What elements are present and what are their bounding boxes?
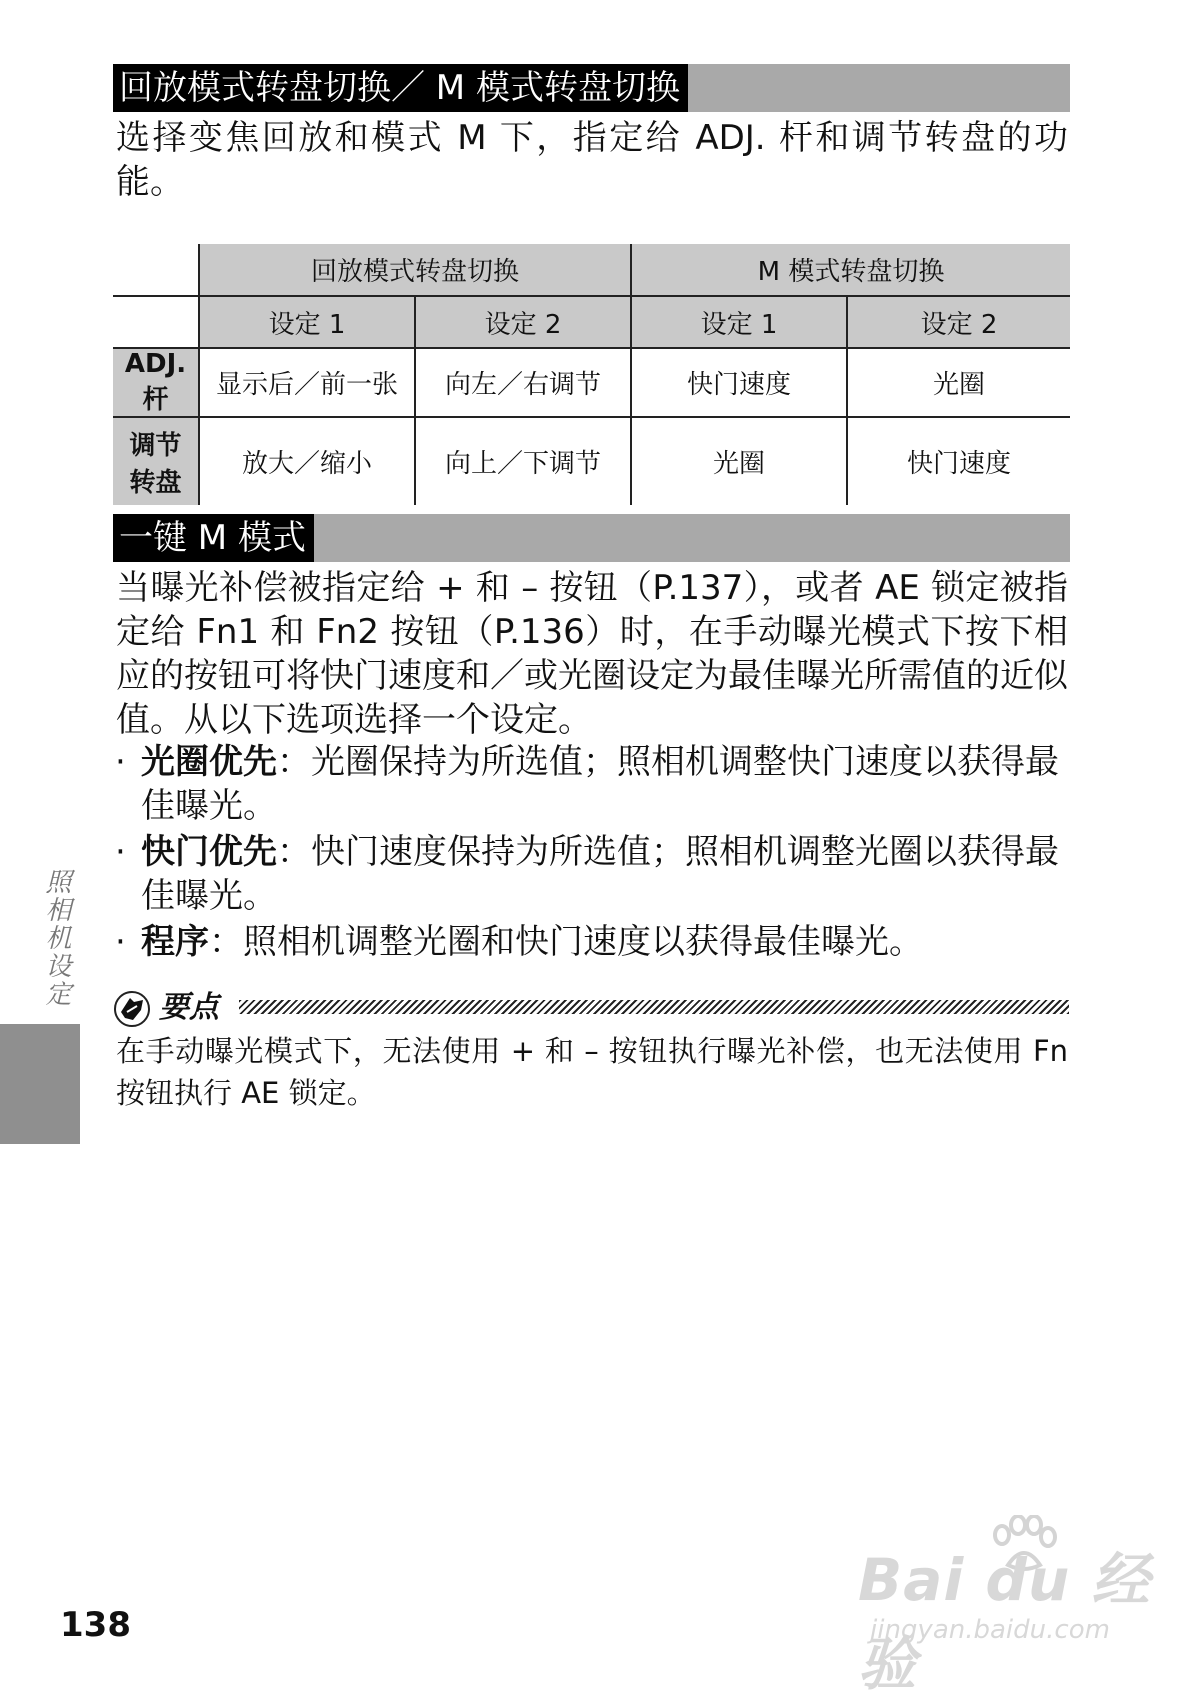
- section-body: 当曝光补偿被指定给 + 和 – 按钮（P.137），或者 AE 锁定被指定给 Fn1 和 Fn2 按钮（P.136）时，在手动曝光模式下按下相应的按钮可将快门速度和／或光圈设定为最佳曝光所需值的近似值。从以下选项选择一个设定。: [116, 568, 1068, 740]
- page-number: 138: [60, 1605, 131, 1645]
- row-header-adj-lever: ADJ. 杆: [113, 348, 199, 417]
- row-header-dial: [113, 417, 199, 505]
- pointing-hand-icon: [113, 990, 151, 1028]
- table-cell: 光圈: [631, 417, 847, 505]
- row-header-line: 调节: [129, 430, 182, 461]
- note-text: 在手动曝光模式下，无法使用 + 和 – 按钮执行曝光补偿，也无法使用 Fn 按钮执行 AE 锁定。: [116, 1034, 1068, 1110]
- table-cell: 光圈: [847, 348, 1070, 417]
- option-list: [113, 740, 1073, 966]
- table-cell: 放大／缩小: [199, 417, 415, 505]
- note-divider: [239, 1000, 1069, 1014]
- chapter-tab: [0, 1024, 80, 1144]
- section-heading-dial-switch: [113, 64, 1070, 112]
- table-row: [113, 348, 1070, 417]
- row-header-line: 转盘: [129, 467, 182, 498]
- watermark-url: jingyan.baidu.com: [870, 1615, 1110, 1645]
- option-desc: ：快门速度保持为所选值；照相机调整光圈以获得最佳曝光。: [141, 832, 1059, 916]
- chapter-side-label: 照相机设定: [41, 868, 71, 1008]
- group-header-playback: 回放模式转盘切换: [199, 244, 631, 296]
- table-cell: 快门速度: [847, 417, 1070, 505]
- option-term: 快门优先: [141, 832, 277, 872]
- baidu-watermark: [858, 1515, 1158, 1698]
- option-term: 光圈优先: [141, 742, 277, 782]
- bullet-dot: ·: [115, 742, 126, 782]
- table-cell: 快门速度: [631, 348, 847, 417]
- bullet-dot: ·: [115, 922, 126, 962]
- table-cell: 向左／右调节: [415, 348, 631, 417]
- group-header-m-mode: M 模式转盘切换: [631, 244, 1070, 296]
- table-corner: [113, 296, 199, 348]
- option-desc: ：照相机调整光圈和快门速度以获得最佳曝光。: [209, 922, 923, 962]
- sub-header: 设定 2: [847, 296, 1070, 348]
- list-item: [113, 830, 1073, 918]
- section-intro: 选择变焦回放和模式 M 下，指定给 ADJ. 杆和调节转盘的功能。: [116, 118, 1068, 202]
- table-row: [113, 417, 1070, 505]
- note-heading: [113, 988, 1073, 1028]
- list-item: [113, 740, 1073, 828]
- section-title: 回放模式转盘切换／ M 模式转盘切换: [113, 64, 688, 112]
- section-heading-one-touch-m: [113, 514, 1070, 562]
- table-cell: 向上／下调节: [415, 417, 631, 505]
- dial-function-table: [113, 244, 1070, 505]
- option-term: 程序: [141, 922, 209, 962]
- sub-header: 设定 1: [199, 296, 415, 348]
- table-cell: 显示后／前一张: [199, 348, 415, 417]
- note-title: 要点: [159, 990, 219, 1025]
- section-title: 一键 M 模式: [113, 514, 314, 562]
- table-corner: [113, 244, 199, 296]
- list-item: [113, 920, 1073, 964]
- watermark-main: Bai du 经验: [858, 1546, 1151, 1698]
- sub-header: 设定 1: [631, 296, 847, 348]
- option-desc: ：光圈保持为所选值；照相机调整快门速度以获得最佳曝光。: [141, 742, 1059, 826]
- sub-header: 设定 2: [415, 296, 631, 348]
- bullet-dot: ·: [115, 832, 126, 872]
